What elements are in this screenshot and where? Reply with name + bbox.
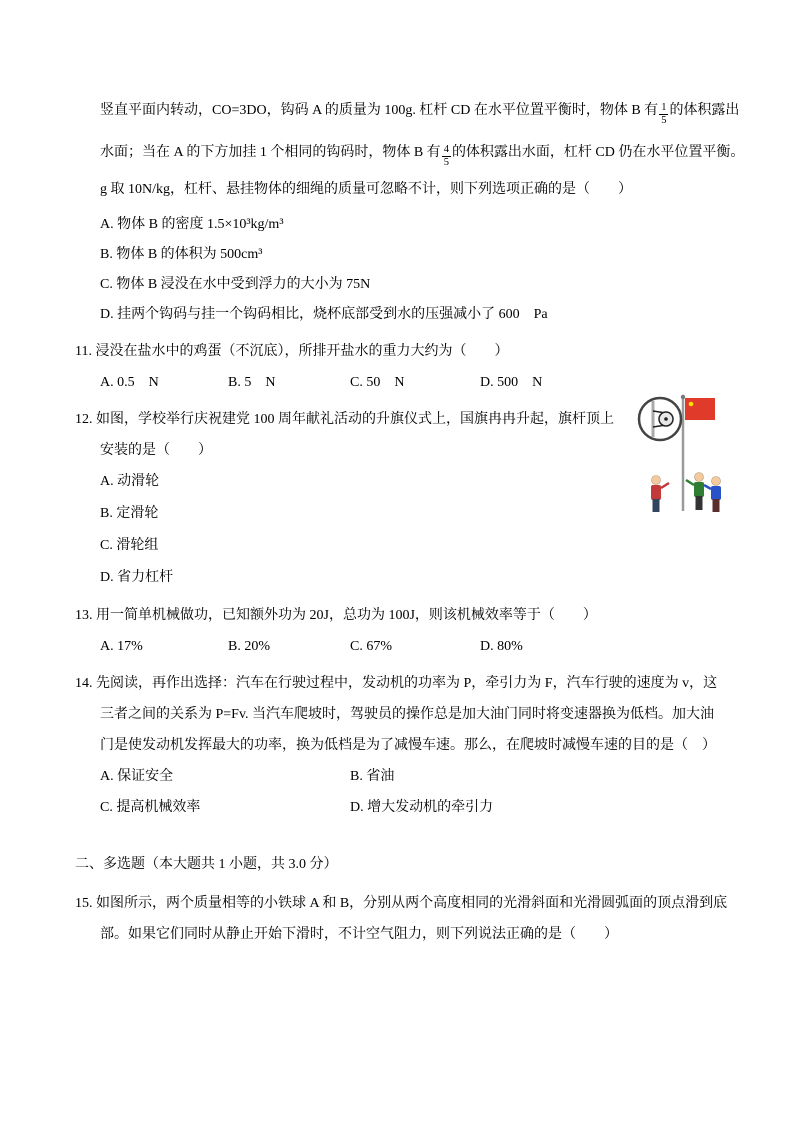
q15-line-2: 部。如果它们同时从静止开始下滑时，不计空气阻力，则下列说法正确的是（ ）: [100, 927, 618, 942]
q14-option-d: D. 增大发动机的牵引力: [350, 800, 494, 815]
question-13: [75, 600, 741, 662]
q14-options-row-2: [100, 792, 741, 823]
section-2-title: 二、多选题（本大题共 1 小题，共 3.0 分）: [75, 857, 338, 872]
q12-option-a: A. 动滑轮: [100, 474, 160, 489]
q10-option-b: B. 物体 B 的体积为 500cm³: [100, 247, 263, 262]
q10-line2-pre: 水面；当在 A 的下方加挂 1 个相同的钩码时，物体 B 有: [100, 145, 441, 160]
q14-line-1: 14. 先阅读，再作出选择：汽车在行驶过程中，发动机的功率为 P，牵引力为 F，汽车行驶的速度为 v，这: [75, 676, 718, 691]
q12-line-2: 安装的是（ ）: [100, 443, 212, 458]
q13-option-d: D. 80%: [480, 639, 523, 654]
q10-options: [100, 210, 741, 330]
fraction-denominator: 5: [661, 115, 667, 126]
q13-option-a: A. 17%: [100, 639, 143, 654]
q14-option-b: B. 省油: [350, 769, 395, 784]
q10-line1-pre: 竖直平面内转动，CO=3DO，钩码 A 的质量为 100g. 杠杆 CD 在水平位置平衡时，物体 B 有: [100, 103, 659, 118]
q10-line-2: [100, 132, 745, 174]
flag-icon: [685, 398, 715, 420]
fraction-four-fifths: [441, 144, 452, 169]
q12-option-b: B. 定滑轮: [100, 506, 159, 521]
q10-option-d: D. 挂两个钩码与挂一个钩码相比，烧杯底部受到水的压强减小了 600 Pa: [100, 307, 548, 322]
q14-option-c: C. 提高机械效率: [100, 800, 201, 815]
q15-line-1: 15. 如图所示，两个质量相等的小铁球 A 和 B，分别从两个高度相同的光滑斜面和光滑圆弧面的顶点滑到底: [75, 896, 728, 911]
q10-line-1: [100, 90, 741, 132]
q10-option-a: A. 物体 B 的密度 1.5×10³kg/m³: [100, 217, 284, 232]
q14-line-3: 门是使发动机发挥最大的功率，换为低档是为了减慢车速。那么，在爬坡时减慢车速的目的是（ ）: [100, 738, 716, 753]
question-15: [75, 888, 741, 950]
q13-option-c: C. 67%: [350, 639, 392, 654]
q11-option-c: C. 50 N: [350, 375, 405, 390]
q12-option-d: D. 省力杠杆: [100, 570, 174, 585]
flagpole: [681, 395, 685, 511]
q11-stem: 11. 浸没在盐水中的鸡蛋（不沉底），所排开盐水的重力大约为（ ）: [75, 344, 509, 359]
q12-option-c: C. 滑轮组: [100, 538, 159, 553]
q13-option-b: B. 20%: [228, 639, 270, 654]
q12-line-1: 12. 如图，学校举行庆祝建党 100 周年献礼活动的升旗仪式上，国旗冉冉升起，旗杆顶上: [75, 412, 614, 427]
fraction-numerator: 4: [442, 144, 451, 157]
q10-line2-post: 的体积露出水面，杠杆 CD 仍在水平位置平衡。: [451, 145, 745, 160]
q10-option-c: C. 物体 B 浸没在水中受到浮力的大小为 75N: [100, 277, 371, 292]
q11-option-a: A. 0.5 N: [100, 375, 159, 390]
q14-options-row-1: [100, 761, 741, 792]
children-figures: [651, 473, 721, 513]
q13-stem: 13. 用一简单机械做功，已知额外功为 20J，总功为 100J，则该机械效率等于（ ）: [75, 608, 597, 623]
q11-option-d: D. 500 N: [480, 375, 543, 390]
question-14: [75, 668, 741, 823]
fraction-denominator: 5: [443, 157, 449, 168]
q14-line-2: 三者之间的关系为 P=Fv. 当汽车爬坡时，驾驶员的操作总是加大油门同时将变速器换为低档。加大油: [100, 707, 715, 722]
question-11: [75, 336, 741, 398]
q10-line1-post: 的体积露出: [669, 103, 740, 118]
q14-option-a: A. 保证安全: [100, 769, 174, 784]
q13-options: [100, 631, 741, 662]
pulley-magnifier-icon: [639, 398, 681, 440]
fraction-numerator: 1: [659, 102, 668, 115]
fraction-one-fifth: [658, 102, 669, 127]
flagpole-illustration: [636, 393, 736, 519]
question-10: [100, 90, 745, 330]
q10-line-3: g 取 10N/kg，杠杆、悬挂物体的细绳的质量可忽略不计，则下列选项正确的是（ ）: [100, 182, 632, 197]
q11-option-b: B. 5 N: [228, 375, 276, 390]
